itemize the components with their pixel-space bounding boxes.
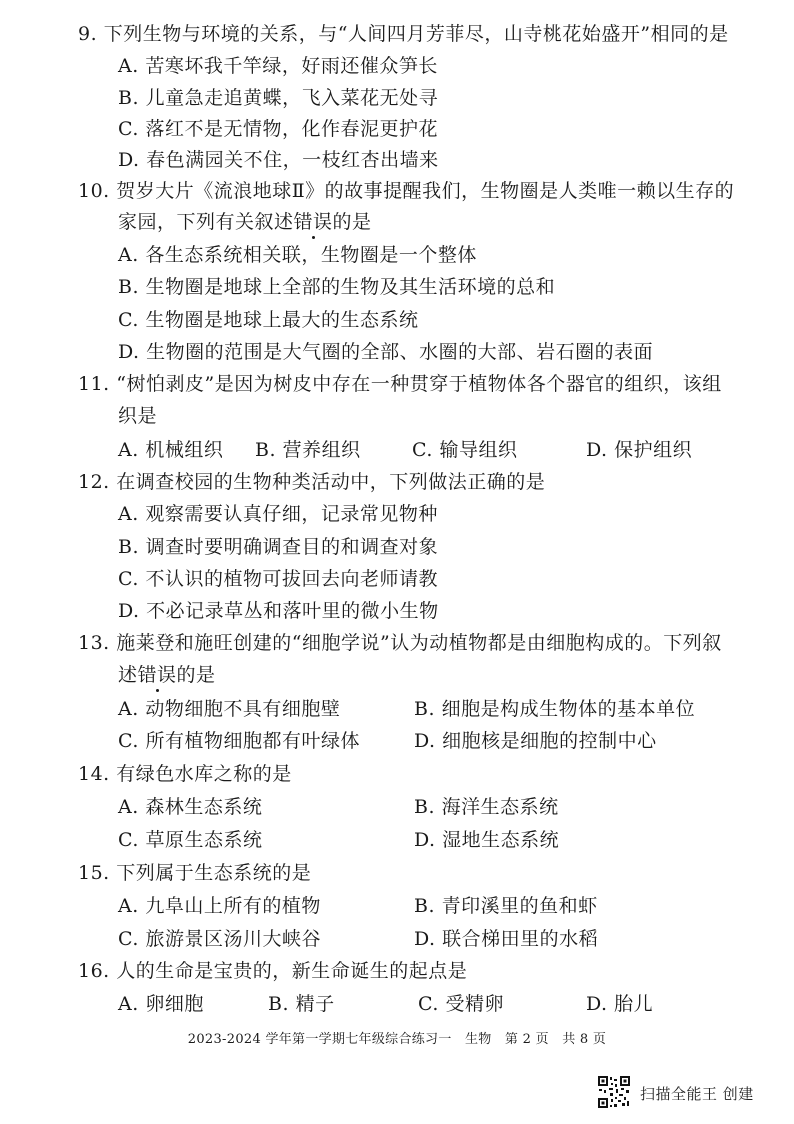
- option-text: 生物圈是地球上全部的生物及其生活环境的总和: [145, 276, 556, 298]
- option-text: 不必记录草丛和落叶里的微小生物: [146, 600, 439, 622]
- question-14-option-b: [414, 795, 559, 819]
- question-16-option-b: [268, 992, 335, 1016]
- option-label: B.: [414, 698, 436, 720]
- question-text: 施莱登和施旺创建的“细胞学说”认为动植物都是由细胞构成的。下列叙: [116, 632, 722, 654]
- question-15-option-d: [414, 927, 598, 951]
- question-number: 16.: [78, 960, 110, 982]
- question-number: 14.: [78, 763, 110, 785]
- question-10-stem: [78, 179, 734, 203]
- option-label: A.: [118, 796, 139, 818]
- option-text: 精子: [295, 993, 335, 1015]
- question-11-option-d: [586, 438, 692, 462]
- question-number: 11.: [78, 373, 110, 395]
- question-text: 的是: [332, 211, 372, 233]
- option-label: B.: [118, 87, 140, 109]
- emphasized-text: 错误: [137, 664, 177, 686]
- scanner-watermark-text: 扫描全能王 创建: [640, 1085, 754, 1103]
- question-12-option-b: [118, 535, 438, 559]
- option-text: 九阜山上所有的植物: [145, 895, 321, 917]
- question-11-option-a: [118, 438, 223, 462]
- question-14-option-c: [118, 828, 262, 852]
- question-9-option-b: [118, 86, 438, 110]
- option-text: 儿童急走追黄蝶，飞入菜花无处寻: [145, 87, 439, 109]
- option-label: C.: [118, 829, 139, 851]
- option-text: 受精卵: [445, 993, 504, 1015]
- option-label: D.: [586, 439, 608, 461]
- option-label: C.: [118, 568, 139, 590]
- question-12-stem: [78, 470, 545, 494]
- option-text: 保护组织: [614, 439, 693, 461]
- option-text: 海洋生态系统: [441, 796, 559, 818]
- option-text: 细胞核是细胞的控制中心: [442, 730, 657, 752]
- option-label: A.: [118, 895, 139, 917]
- option-label: C.: [118, 928, 139, 950]
- question-10-option-a: [118, 243, 477, 267]
- emphasized-text: 错误: [293, 211, 333, 233]
- question-text: 下列属于生态系统的是: [116, 862, 312, 884]
- option-text: 不认识的植物可拔回去向老师请教: [145, 568, 438, 590]
- question-text: 贺岁大片《流浪地球Ⅱ》的故事提醒我们，生物圈是人类唯一赖以生存的: [116, 180, 735, 202]
- question-13-option-b: [414, 697, 695, 721]
- option-label: C.: [118, 730, 139, 752]
- question-12-option-d: [118, 599, 439, 623]
- option-text: 输导组织: [439, 439, 518, 461]
- option-label: D.: [118, 600, 140, 622]
- option-label: C.: [412, 439, 433, 461]
- question-10-option-b: [118, 275, 555, 299]
- question-15-stem: [78, 861, 311, 885]
- question-15-option-a: [118, 894, 321, 918]
- question-9-option-c: [118, 117, 438, 141]
- question-number: 10.: [78, 180, 110, 202]
- question-number: 15.: [78, 862, 110, 884]
- question-10-option-c: [118, 308, 418, 332]
- question-16-option-c: [418, 992, 504, 1016]
- question-text: 述: [118, 664, 138, 686]
- option-label: A.: [118, 244, 139, 266]
- question-13-stem-continued: [118, 663, 216, 687]
- option-text: 森林生态系统: [145, 796, 263, 818]
- qr-code-icon: [597, 1075, 631, 1109]
- option-text: 所有植物细胞都有叶绿体: [145, 730, 360, 752]
- question-14-option-a: [118, 795, 262, 819]
- question-13-stem: [78, 631, 722, 655]
- question-text: 织是: [118, 405, 158, 427]
- question-13-option-a: [118, 697, 340, 721]
- option-text: 各生态系统相关联，生物圈是一个整体: [145, 244, 477, 266]
- question-15-option-c: [118, 927, 321, 951]
- option-label: B.: [118, 276, 140, 298]
- option-label: D.: [414, 928, 436, 950]
- question-number: 12.: [78, 471, 110, 493]
- question-9-option-d: [118, 148, 439, 172]
- question-10-option-d: [118, 340, 653, 364]
- option-text: 苦寒坏我千竿绿，好雨还催众笋长: [145, 55, 438, 77]
- option-label: B.: [414, 895, 436, 917]
- question-11-stem-continued: [118, 404, 157, 428]
- question-11-option-b: [255, 438, 361, 462]
- option-text: 机械组织: [145, 439, 224, 461]
- option-label: A.: [118, 55, 139, 77]
- question-text: 家园，下列有关叙述: [118, 211, 294, 233]
- option-text: 落红不是无情物，化作春泥更护花: [145, 118, 438, 140]
- question-16-stem: [78, 959, 467, 983]
- option-text: 生物圈的范围是大气圈的全部、水圈的大部、岩石圈的表面: [146, 341, 654, 363]
- option-text: 胎儿: [614, 993, 654, 1015]
- option-text: 细胞是构成生物体的基本单位: [441, 698, 696, 720]
- question-text: 下列生物与环境的关系，与“人间四月芳菲尽，山寺桃花始盛开”相同的是: [103, 23, 729, 45]
- option-text: 生物圈是地球上最大的生态系统: [145, 309, 419, 331]
- option-label: D.: [414, 730, 436, 752]
- option-label: D.: [586, 993, 608, 1015]
- option-label: B.: [118, 536, 140, 558]
- question-text: 有绿色水库之称的是: [116, 763, 292, 785]
- option-label: D.: [414, 829, 436, 851]
- question-15-option-b: [414, 894, 598, 918]
- question-9-stem: [78, 22, 729, 46]
- option-text: 联合梯田里的水稻: [442, 928, 599, 950]
- question-text: “树怕剥皮”是因为树皮中存在一种贯穿于植物体各个器官的组织，该组: [116, 373, 722, 395]
- option-label: B.: [255, 439, 277, 461]
- question-number: 13.: [78, 632, 110, 654]
- option-label: C.: [418, 993, 439, 1015]
- option-text: 草原生态系统: [145, 829, 263, 851]
- question-16-option-a: [118, 992, 204, 1016]
- question-12-option-a: [118, 502, 438, 526]
- option-text: 旅游景区汤川大峡谷: [145, 928, 321, 950]
- question-11-stem: [78, 372, 722, 396]
- question-text: 的是: [176, 664, 216, 686]
- page-footer: 2023-2024 学年第一学期七年级综合练习一 生物 第 2 页 共 8 页: [187, 1032, 607, 1047]
- question-13-option-d: [414, 729, 657, 753]
- question-9-option-a: [118, 54, 438, 78]
- option-label: D.: [118, 149, 140, 171]
- question-13-option-c: [118, 729, 360, 753]
- option-label: C.: [118, 118, 139, 140]
- option-label: A.: [118, 503, 139, 525]
- option-text: 湿地生态系统: [442, 829, 560, 851]
- option-label: A.: [118, 993, 139, 1015]
- question-11-option-c: [412, 438, 517, 462]
- option-text: 春色满园关不住，一枝红杏出墙来: [146, 149, 439, 171]
- question-text: 在调查校园的生物种类活动中，下列做法正确的是: [116, 471, 546, 493]
- question-14-option-d: [414, 828, 559, 852]
- question-10-stem-continued: [118, 210, 372, 234]
- question-12-option-c: [118, 567, 438, 591]
- option-text: 营养组织: [282, 439, 361, 461]
- option-text: 卵细胞: [145, 993, 204, 1015]
- question-16-option-d: [586, 992, 653, 1016]
- option-label: B.: [414, 796, 436, 818]
- option-text: 调查时要明确调查目的和调查对象: [145, 536, 439, 558]
- question-text: 人的生命是宝贵的，新生命诞生的起点是: [116, 960, 468, 982]
- option-label: D.: [118, 341, 140, 363]
- option-label: C.: [118, 309, 139, 331]
- option-text: 观察需要认真仔细，记录常见物种: [145, 503, 438, 525]
- question-14-stem: [78, 762, 292, 786]
- question-number: 9.: [78, 23, 98, 45]
- option-label: B.: [268, 993, 290, 1015]
- option-text: 青印溪里的鱼和虾: [441, 895, 598, 917]
- option-label: A.: [118, 698, 139, 720]
- option-label: A.: [118, 439, 139, 461]
- option-text: 动物细胞不具有细胞壁: [145, 698, 341, 720]
